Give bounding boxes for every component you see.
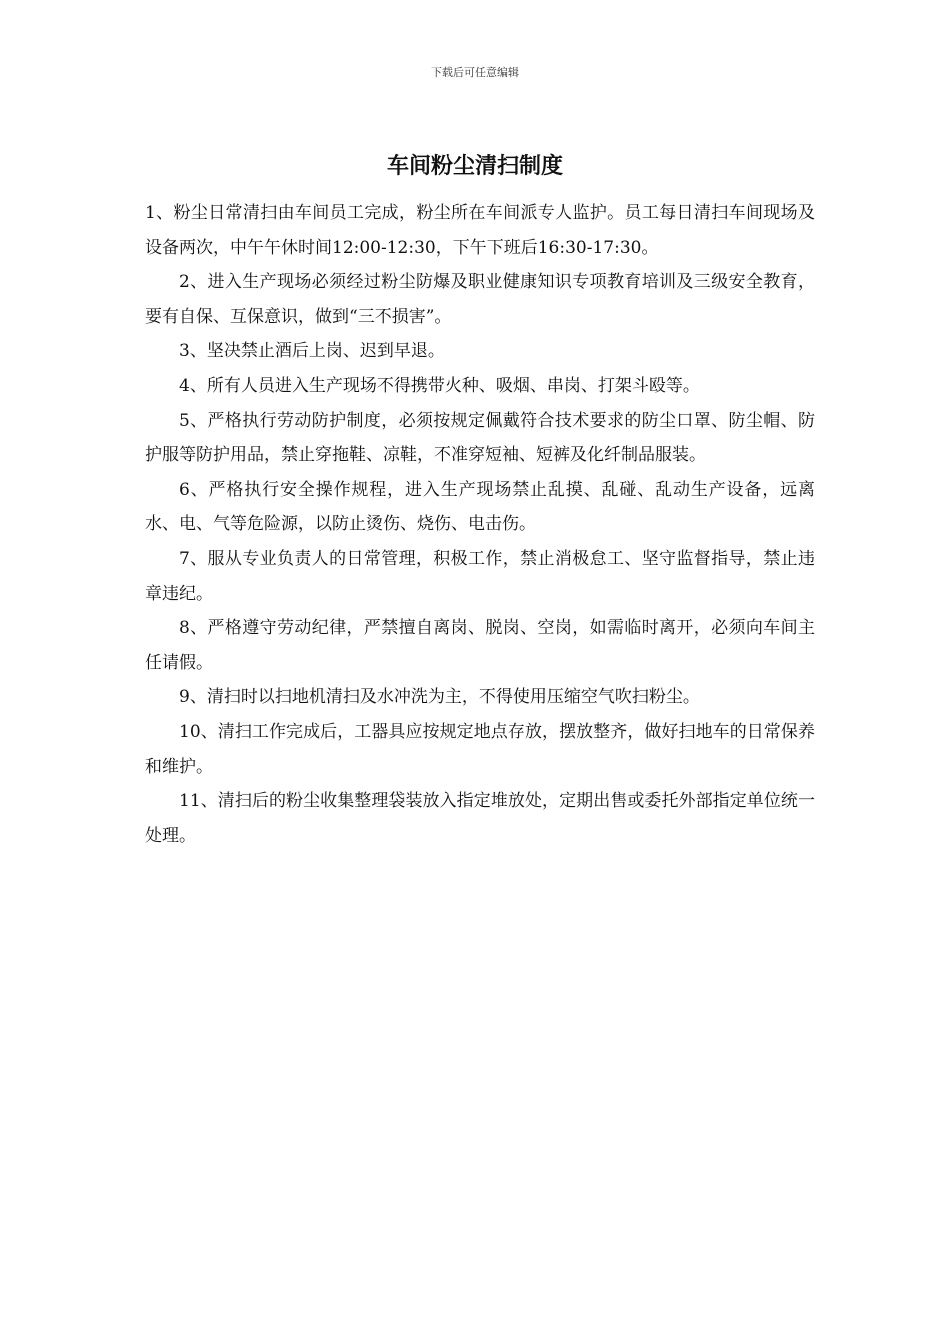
paragraph-6: 6、严格执行安全操作规程，进入生产现场禁止乱摸、乱碰、乱动生产设备，远离水、电、气等危险源，以防止烫伤、烧伤、电击伤。	[145, 479, 815, 535]
paragraph-1: 1、粉尘日常清扫由车间员工完成，粉尘所在车间派专人监护。员工每日清扫车间现场及设备两次，中午午休时间12:00-12:30，下午下班后16:30-17:30。	[145, 203, 815, 258]
paragraph-9: 9、清扫时以扫地机清扫及水冲洗为主，不得使用压缩空气吹扫粉尘。	[179, 687, 700, 708]
document-body	[145, 196, 815, 853]
paragraph-3: 3、坚决禁止酒后上岗、迟到早退。	[179, 341, 445, 362]
paragraph-10: 10、清扫工作完成后，工器具应按规定地点存放，摆放整齐，做好扫地车的日常保养和维护。	[145, 721, 815, 777]
header-note: 下载后可任意编辑	[431, 66, 519, 79]
paragraph-8: 8、严格遵守劳动纪律，严禁擅自离岗、脱岗、空岗，如需临时离开，必须向车间主任请假。	[145, 618, 815, 673]
paragraph-7: 7、服从专业负责人的日常管理，积极工作，禁止消极怠工、坚守监督指导，禁止违章违纪。	[145, 548, 815, 604]
document-title: 车间粉尘清扫制度	[386, 154, 563, 179]
paragraph-5: 5、严格执行劳动防护制度，必须按规定佩戴符合技术要求的防尘口罩、防尘帽、防护服等防护用品，禁止穿拖鞋、凉鞋，不准穿短袖、短裤及化纤制品服装。	[145, 410, 815, 466]
paragraph-11: 11、清扫后的粉尘收集整理袋装放入指定堆放处，定期出售或委托外部指定单位统一处理。	[145, 791, 815, 846]
paragraph-2: 2、进入生产现场必须经过粉尘防爆及职业健康知识专项教育培训及三级安全教育，要有自保、互保意识，做到“三不损害”。	[145, 272, 815, 327]
paragraph-4: 4、所有人员进入生产现场不得携带火种、吸烟、串岗、打架斗殴等。	[179, 375, 700, 396]
